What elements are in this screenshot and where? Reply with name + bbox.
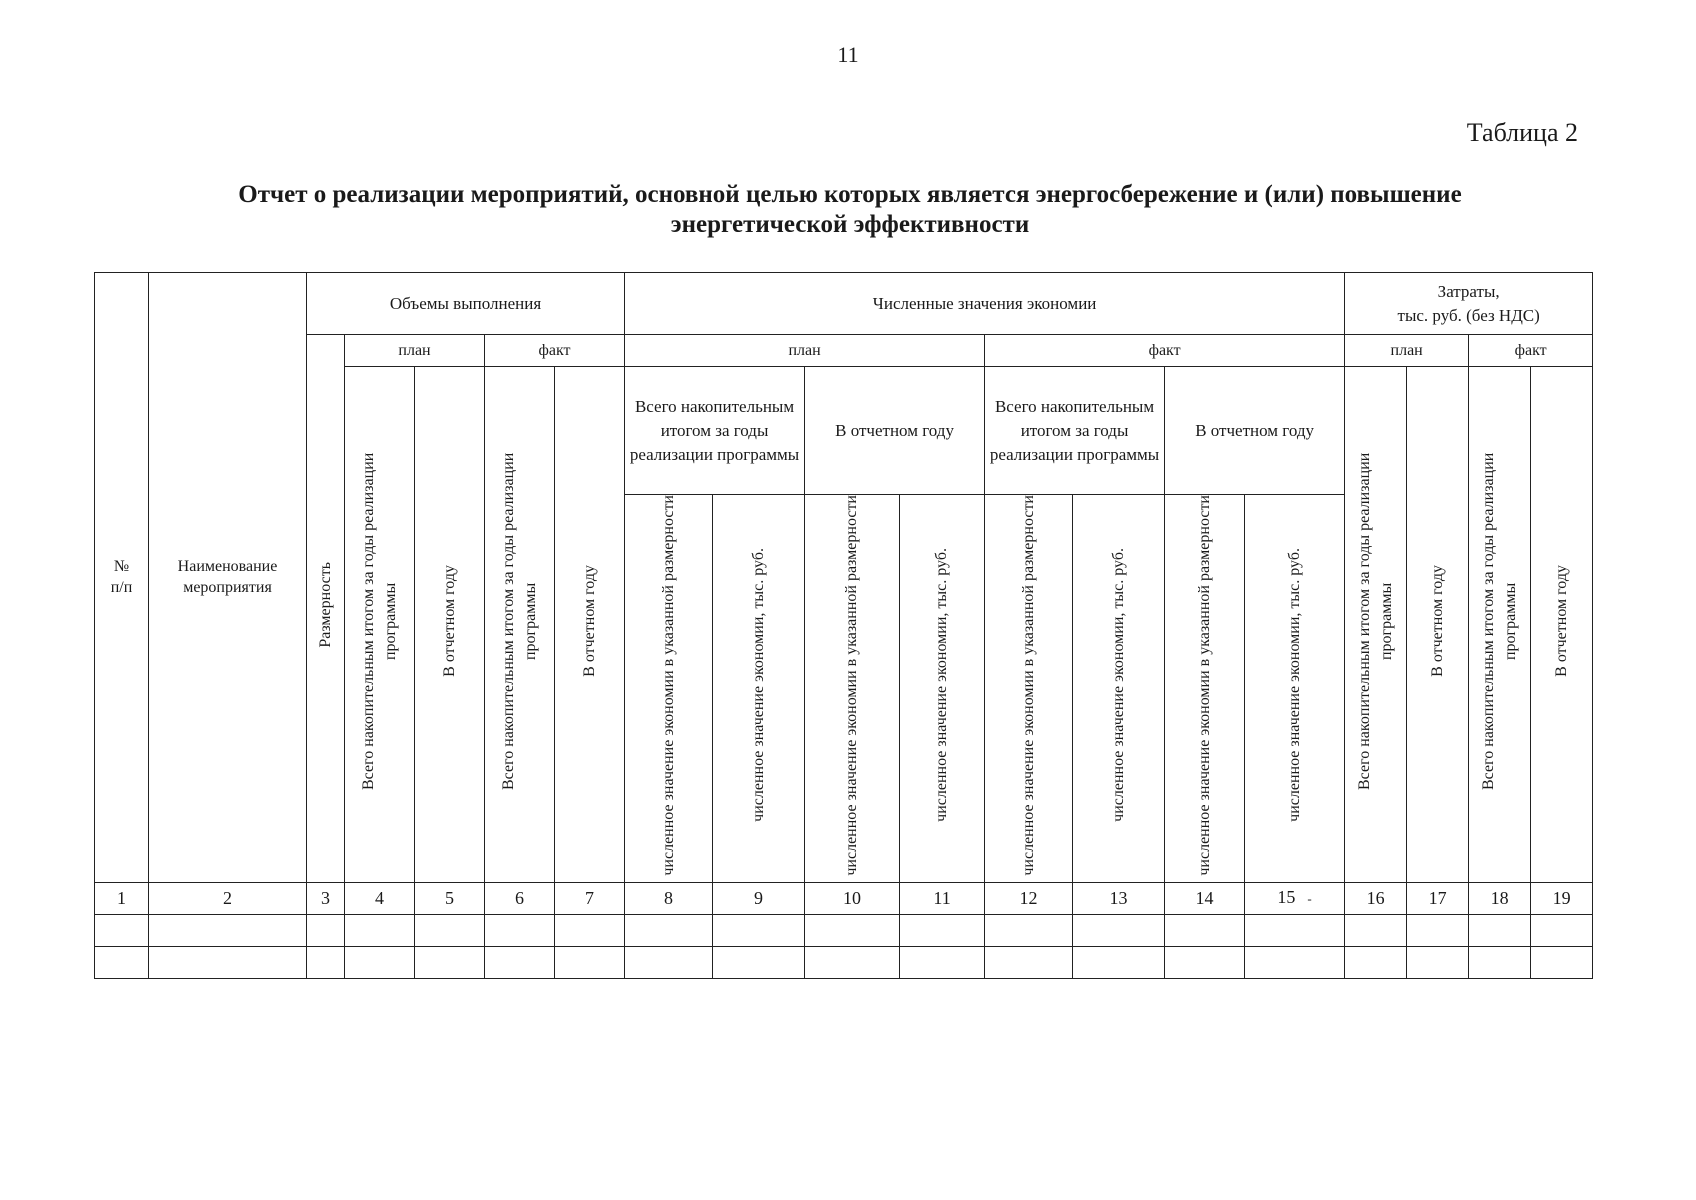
- report-table: [94, 272, 1593, 979]
- sav-fact-total: Всего накопительным итогом за годы реализации программы: [985, 367, 1165, 495]
- header-costs: Затраты, тыс. руб. (без НДС): [1345, 273, 1593, 335]
- costs-fact: факт: [1469, 335, 1593, 367]
- col-number: 9: [713, 882, 805, 914]
- vol-fact-year-text: В отчетном году: [580, 565, 598, 678]
- document-title: [150, 180, 1550, 240]
- empty-cell[interactable]: [415, 914, 485, 946]
- col-number: 2: [149, 882, 307, 914]
- sav-plan-year-rub: [900, 495, 985, 883]
- cost-fact-year: [1531, 367, 1593, 883]
- col-number: 19: [1531, 882, 1593, 914]
- empty-cell[interactable]: [1245, 946, 1345, 978]
- title-line-1: Отчет о реализации мероприятий, основной целью которых является энергосбережение и (или) повышение: [238, 181, 1462, 208]
- empty-cell[interactable]: [95, 914, 149, 946]
- vol-plan-total-text: Всего накопительным итогом за годы реализации программы: [359, 452, 399, 790]
- sav-plan-year-dim-text: численное значение экономии в указанной размерности: [843, 495, 861, 876]
- savings-fact: факт: [985, 335, 1345, 367]
- title-line-2: энергетической эффективности: [670, 211, 1030, 238]
- empty-cell[interactable]: [1165, 946, 1245, 978]
- volumes-fact: факт: [485, 335, 625, 367]
- sav-fact-year: В отчетном году: [1165, 367, 1345, 495]
- header-name: Наименование мероприятия: [149, 273, 307, 883]
- empty-cell[interactable]: [555, 914, 625, 946]
- empty-cell[interactable]: [1165, 914, 1245, 946]
- empty-cell[interactable]: [1469, 914, 1531, 946]
- col-number-15-value: 15: [1277, 887, 1296, 908]
- vol-plan-year-text: В отчетном году: [440, 565, 458, 678]
- empty-cell[interactable]: [1345, 914, 1407, 946]
- cost-plan-year-text: В отчетном году: [1428, 565, 1446, 678]
- empty-cell[interactable]: [625, 946, 713, 978]
- sav-fact-year-dim-text: численное значение экономии в указанной размерности: [1195, 495, 1213, 876]
- vol-plan-total: [345, 367, 415, 883]
- sav-fact-year-rub-text: численное значение экономии, тыс. руб.: [1285, 548, 1303, 823]
- sav-plan-total-rub: [713, 495, 805, 883]
- sav-plan-total-rub-text: численное значение экономии, тыс. руб.: [749, 548, 767, 823]
- col-number: 12: [985, 882, 1073, 914]
- empty-cell[interactable]: [713, 946, 805, 978]
- col-number: 11: [900, 882, 985, 914]
- empty-cell[interactable]: [900, 946, 985, 978]
- empty-cell[interactable]: [985, 946, 1073, 978]
- col-number: 4: [345, 882, 415, 914]
- sav-fact-year-dim: [1165, 495, 1245, 883]
- empty-cell[interactable]: [149, 946, 307, 978]
- col-number: 8: [625, 882, 713, 914]
- col-number: 13: [1073, 882, 1165, 914]
- sav-fact-total-rub-text: численное значение экономии, тыс. руб.: [1109, 548, 1127, 823]
- empty-cell[interactable]: [625, 914, 713, 946]
- col-number: 3: [307, 882, 345, 914]
- cost-fact-total-text: Всего накопительным итогом за годы реализации программы: [1479, 452, 1519, 790]
- empty-cell[interactable]: [555, 946, 625, 978]
- col-number-15: [1245, 882, 1345, 914]
- empty-cell[interactable]: [345, 914, 415, 946]
- header-savings: Численные значения экономии: [625, 273, 1345, 335]
- table-label: Таблица 2: [1466, 118, 1578, 147]
- empty-cell[interactable]: [307, 914, 345, 946]
- empty-cell[interactable]: [1345, 946, 1407, 978]
- col-number: 7: [555, 882, 625, 914]
- empty-row-2: [95, 946, 1593, 978]
- sav-plan-total-dim: [625, 495, 713, 883]
- cost-plan-total-text: Всего накопительным итогом за годы реализации программы: [1355, 452, 1395, 790]
- cost-plan-total: [1345, 367, 1407, 883]
- empty-cell[interactable]: [1469, 946, 1531, 978]
- empty-cell[interactable]: [713, 914, 805, 946]
- costs-plan: план: [1345, 335, 1469, 367]
- cost-fact-total: [1469, 367, 1531, 883]
- header-number: № п/п: [95, 273, 149, 883]
- empty-cell[interactable]: [1531, 914, 1593, 946]
- vol-fact-year: [555, 367, 625, 883]
- col-number: 1: [95, 882, 149, 914]
- empty-cell[interactable]: [1073, 914, 1165, 946]
- cost-fact-year-text: В отчетном году: [1552, 565, 1570, 678]
- empty-cell[interactable]: [805, 946, 900, 978]
- empty-cell[interactable]: [1073, 946, 1165, 978]
- volumes-plan: план: [345, 335, 485, 367]
- empty-row-1: [95, 914, 1593, 946]
- empty-cell[interactable]: [1407, 914, 1469, 946]
- empty-cell[interactable]: [985, 914, 1073, 946]
- empty-cell[interactable]: [345, 946, 415, 978]
- sav-plan-total: Всего накопительным итогом за годы реализации программы: [625, 367, 805, 495]
- sav-fact-total-dim: [985, 495, 1073, 883]
- col-number: 17: [1407, 882, 1469, 914]
- sav-plan-total-dim-text: численное значение экономии в указанной размерности: [659, 495, 677, 876]
- header-volumes: Объемы выполнения: [307, 273, 625, 335]
- col-number: 10: [805, 882, 900, 914]
- empty-cell[interactable]: [149, 914, 307, 946]
- empty-cell[interactable]: [95, 946, 149, 978]
- empty-cell[interactable]: [1531, 946, 1593, 978]
- vol-fact-total-text: Всего накопительным итогом за годы реализации программы: [499, 452, 539, 790]
- col-number: 16: [1345, 882, 1407, 914]
- sav-fact-year-rub: [1245, 495, 1345, 883]
- col-number: 6: [485, 882, 555, 914]
- empty-cell[interactable]: [1245, 914, 1345, 946]
- col-number: 5: [415, 882, 485, 914]
- vol-plan-year: [415, 367, 485, 883]
- col-15-mark: -: [1307, 891, 1312, 907]
- savings-plan: план: [625, 335, 985, 367]
- empty-cell[interactable]: [485, 946, 555, 978]
- empty-cell[interactable]: [805, 914, 900, 946]
- empty-cell[interactable]: [307, 946, 345, 978]
- sav-fact-total-rub: [1073, 495, 1165, 883]
- page-number: 11: [837, 42, 859, 67]
- empty-cell[interactable]: [415, 946, 485, 978]
- empty-cell[interactable]: [485, 914, 555, 946]
- empty-cell[interactable]: [1407, 946, 1469, 978]
- col-number: 18: [1469, 882, 1531, 914]
- vol-fact-total: [485, 367, 555, 883]
- header-dimension: [307, 335, 345, 883]
- header-dimension-text: Размерность: [316, 562, 334, 649]
- sav-plan-year-dim: [805, 495, 900, 883]
- cost-plan-year: [1407, 367, 1469, 883]
- sav-plan-year: В отчетном году: [805, 367, 985, 495]
- col-number: 14: [1165, 882, 1245, 914]
- empty-cell[interactable]: [900, 914, 985, 946]
- sav-fact-total-dim-text: численное значение экономии в указанной размерности: [1019, 495, 1037, 876]
- sav-plan-year-rub-text: численное значение экономии, тыс. руб.: [933, 548, 951, 823]
